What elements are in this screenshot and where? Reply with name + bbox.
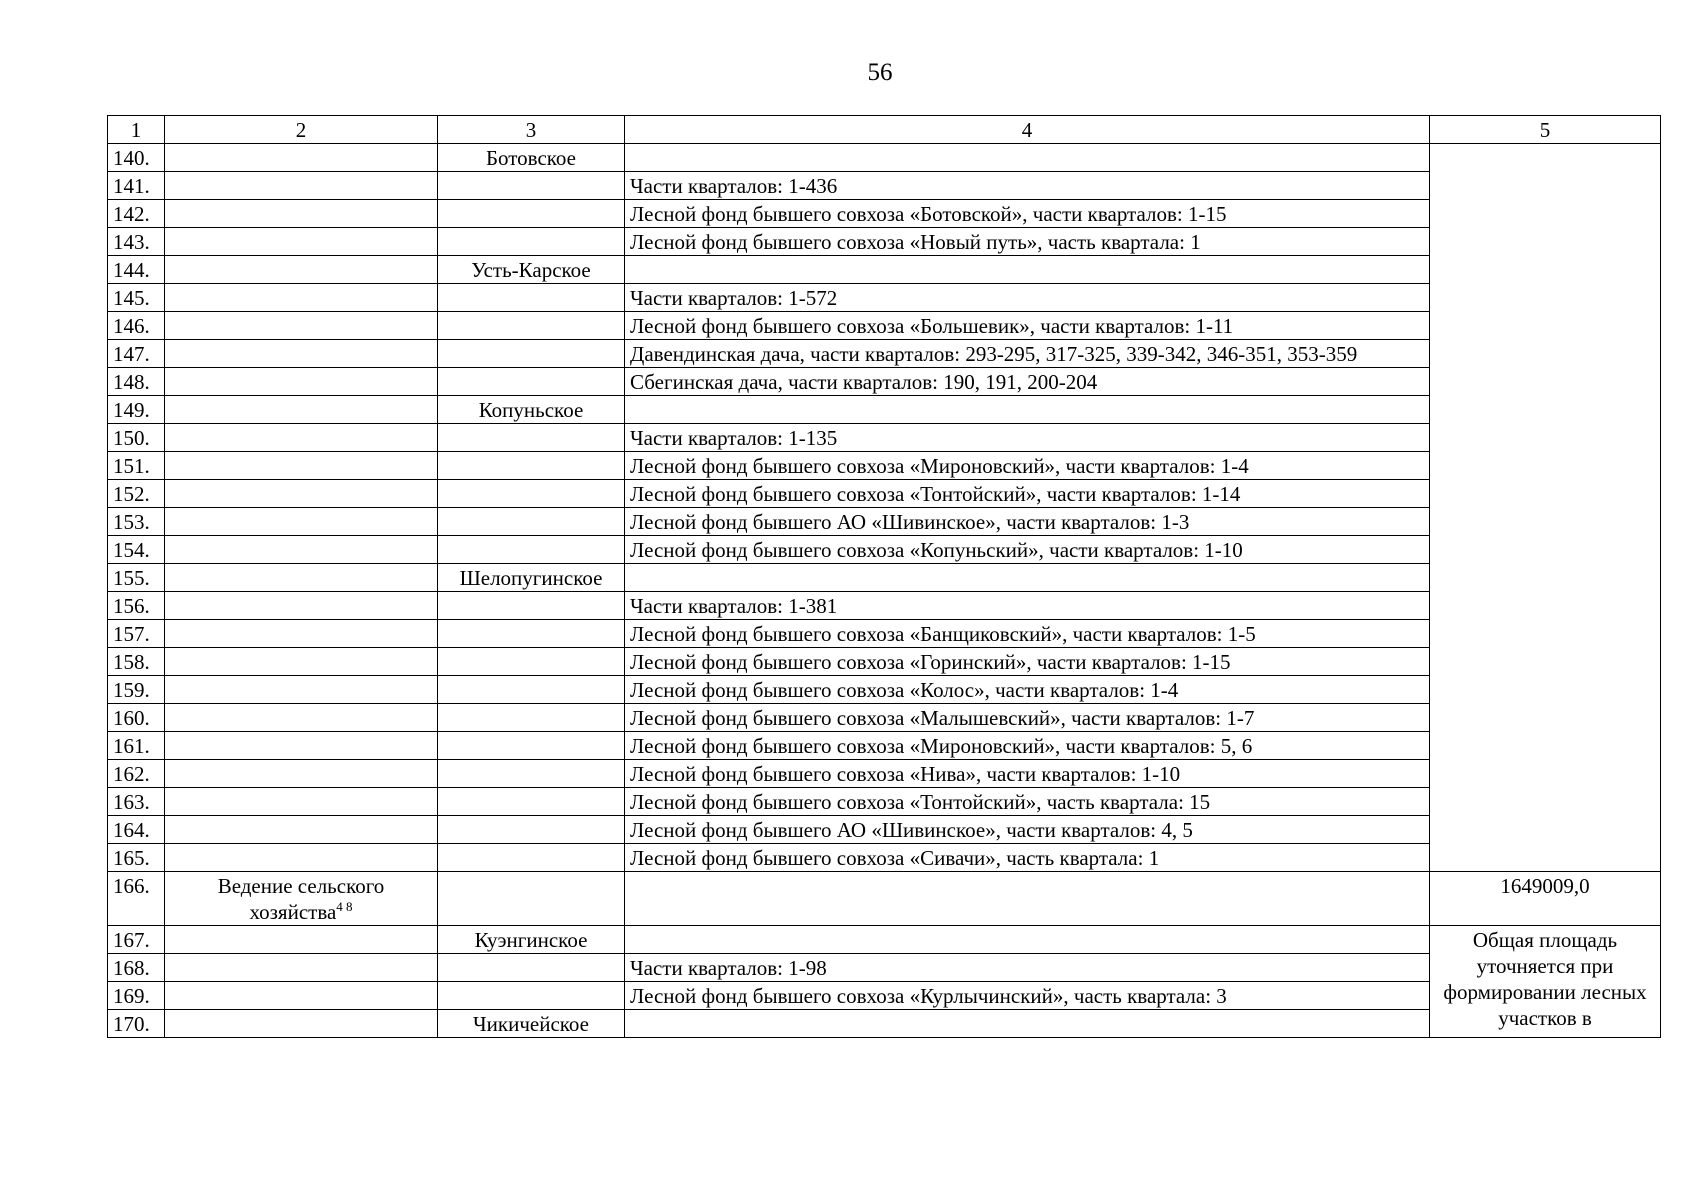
- settlement-cell: Куэнгинское: [438, 926, 625, 954]
- table-row: [108, 788, 1661, 816]
- quarters-cell: Лесной фонд бывшего совхоза «Малышевский», части кварталов: 1-7: [625, 704, 1430, 732]
- purpose-cell: [165, 508, 438, 536]
- quarters-cell: Части кварталов: 1-98: [625, 954, 1430, 982]
- row-number: 168.: [108, 954, 165, 982]
- quarters-cell: Лесной фонд бывшего совхоза «Курлычинский», часть квартала: 3: [625, 982, 1430, 1010]
- settlement-cell: [438, 816, 625, 844]
- purpose-cell: [165, 704, 438, 732]
- quarters-cell: Давендинская дача, части кварталов: 293-295, 317-325, 339-342, 346-351, 353-359: [625, 340, 1430, 368]
- settlement-cell: [438, 508, 625, 536]
- purpose-cell: [165, 816, 438, 844]
- settlement-cell: [438, 284, 625, 312]
- quarters-cell: [625, 396, 1430, 424]
- purpose-cell: [165, 592, 438, 620]
- quarters-cell: Лесной фонд бывшего совхоза «Большевик», части кварталов: 1-11: [625, 312, 1430, 340]
- row-number: 140.: [108, 144, 165, 172]
- settlement-cell: [438, 592, 625, 620]
- table-row: [108, 452, 1661, 480]
- purpose-cell: [165, 1010, 438, 1038]
- quarters-cell: Части кварталов: 1-436: [625, 172, 1430, 200]
- purpose-cell: [165, 564, 438, 592]
- purpose-cell: [165, 676, 438, 704]
- quarters-cell: Лесной фонд бывшего совхоза «Нива», части кварталов: 1-10: [625, 760, 1430, 788]
- table-row: [108, 592, 1661, 620]
- table-row: [108, 172, 1661, 200]
- table-header-row: [108, 116, 1661, 144]
- area-value-cell: 1649009,0: [1430, 872, 1661, 926]
- settlement-cell: [438, 760, 625, 788]
- quarters-cell: Лесной фонд бывшего совхоза «Мироновский», части кварталов: 5, 6: [625, 732, 1430, 760]
- table-row: [108, 676, 1661, 704]
- table-row: [108, 368, 1661, 396]
- quarters-cell: Части кварталов: 1-572: [625, 284, 1430, 312]
- row-number: 156.: [108, 592, 165, 620]
- settlement-cell: Шелопугинское: [438, 564, 625, 592]
- purpose-cell: [165, 954, 438, 982]
- table-row: [108, 1010, 1661, 1038]
- quarters-cell: Лесной фонд бывшего совхоза «Копуньский», части кварталов: 1-10: [625, 536, 1430, 564]
- row-number: 160.: [108, 704, 165, 732]
- purpose-cell: [165, 312, 438, 340]
- forest-land-table: [107, 115, 1661, 1038]
- area-note-cell: Общая площадь уточняется при формировании лесных участков в: [1430, 926, 1661, 1038]
- table-row: [108, 144, 1661, 172]
- purpose-cell: [165, 368, 438, 396]
- quarters-cell: Лесной фонд бывшего совхоза «Тонтойский», части кварталов: 1-14: [625, 480, 1430, 508]
- row-number: 150.: [108, 424, 165, 452]
- settlement-cell: [438, 200, 625, 228]
- settlement-cell: [438, 424, 625, 452]
- settlement-cell: Копуньское: [438, 396, 625, 424]
- table-row: [108, 926, 1661, 954]
- settlement-cell: [438, 872, 625, 926]
- row-number: 152.: [108, 480, 165, 508]
- purpose-cell: [165, 536, 438, 564]
- table-row: [108, 704, 1661, 732]
- quarters-cell: Лесной фонд бывшего АО «Шивинское», части кварталов: 1-3: [625, 508, 1430, 536]
- quarters-cell: [625, 1010, 1430, 1038]
- row-number: 153.: [108, 508, 165, 536]
- row-number: 155.: [108, 564, 165, 592]
- page-number: 56: [867, 59, 893, 86]
- table-row: [108, 844, 1661, 872]
- area-cell: [1430, 144, 1661, 872]
- quarters-cell: [625, 144, 1430, 172]
- purpose-cell: [165, 648, 438, 676]
- purpose-cell: [165, 172, 438, 200]
- row-number: 143.: [108, 228, 165, 256]
- table-row: [108, 228, 1661, 256]
- table-row: [108, 480, 1661, 508]
- table-row-agriculture: [108, 872, 1661, 926]
- table-row: [108, 284, 1661, 312]
- row-number: 149.: [108, 396, 165, 424]
- row-number: 164.: [108, 816, 165, 844]
- quarters-cell: Лесной фонд бывшего совхоза «Ботовской», части кварталов: 1-15: [625, 200, 1430, 228]
- settlement-cell: [438, 228, 625, 256]
- quarters-cell: Части кварталов: 1-135: [625, 424, 1430, 452]
- row-number: 147.: [108, 340, 165, 368]
- row-number: 146.: [108, 312, 165, 340]
- table-row: [108, 424, 1661, 452]
- settlement-cell: [438, 312, 625, 340]
- quarters-cell: Лесной фонд бывшего совхоза «Колос», части кварталов: 1-4: [625, 676, 1430, 704]
- row-number: 163.: [108, 788, 165, 816]
- quarters-cell: Части кварталов: 1-381: [625, 592, 1430, 620]
- settlement-cell: [438, 620, 625, 648]
- row-number: 159.: [108, 676, 165, 704]
- settlement-cell: [438, 340, 625, 368]
- quarters-cell: Сбегинская дача, части кварталов: 190, 191, 200-204: [625, 368, 1430, 396]
- purpose-cell: [165, 452, 438, 480]
- settlement-cell: [438, 536, 625, 564]
- table-row: [108, 256, 1661, 284]
- purpose-cell: [165, 844, 438, 872]
- table-row: [108, 564, 1661, 592]
- settlement-cell: [438, 954, 625, 982]
- settlement-cell: [438, 844, 625, 872]
- purpose-cell: [165, 228, 438, 256]
- purpose-cell: [165, 760, 438, 788]
- purpose-cell: [165, 480, 438, 508]
- row-number: 166.: [108, 872, 165, 926]
- purpose-cell: [165, 200, 438, 228]
- settlement-cell: [438, 368, 625, 396]
- quarters-cell: Лесной фонд бывшего совхоза «Мироновский», части кварталов: 1-4: [625, 452, 1430, 480]
- header-cell-4: 4: [625, 116, 1430, 144]
- quarters-cell: [625, 256, 1430, 284]
- settlement-cell: Ботовское: [438, 144, 625, 172]
- table-row: [108, 396, 1661, 424]
- row-number: 157.: [108, 620, 165, 648]
- table-row: [108, 200, 1661, 228]
- quarters-cell: Лесной фонд бывшего совхоза «Горинский», части кварталов: 1-15: [625, 648, 1430, 676]
- settlement-cell: [438, 452, 625, 480]
- row-number: 151.: [108, 452, 165, 480]
- row-number: 165.: [108, 844, 165, 872]
- table-row: [108, 620, 1661, 648]
- purpose-cell: [165, 982, 438, 1010]
- row-number: 154.: [108, 536, 165, 564]
- table-row: [108, 816, 1661, 844]
- quarters-cell: Лесной фонд бывшего совхоза «Новый путь», часть квартала: 1: [625, 228, 1430, 256]
- row-number: 145.: [108, 284, 165, 312]
- quarters-cell: Лесной фонд бывшего совхоза «Сивачи», часть квартала: 1: [625, 844, 1430, 872]
- table-row: [108, 340, 1661, 368]
- purpose-cell: [165, 424, 438, 452]
- table-row: [108, 732, 1661, 760]
- row-number: 169.: [108, 982, 165, 1010]
- quarters-cell: Лесной фонд бывшего совхоза «Банщиковский», части кварталов: 1-5: [625, 620, 1430, 648]
- settlement-cell: Усть-Карское: [438, 256, 625, 284]
- table-row: [108, 648, 1661, 676]
- table-row: [108, 312, 1661, 340]
- row-number: 142.: [108, 200, 165, 228]
- row-number: 162.: [108, 760, 165, 788]
- purpose-cell: [165, 340, 438, 368]
- purpose-cell: [165, 926, 438, 954]
- header-cell-1: 1: [108, 116, 165, 144]
- settlement-cell: [438, 788, 625, 816]
- settlement-cell: Чикичейское: [438, 1010, 625, 1038]
- settlement-cell: [438, 704, 625, 732]
- purpose-text: Ведение сельского хозяйства: [217, 874, 385, 924]
- quarters-cell: [625, 926, 1430, 954]
- purpose-cell: [165, 620, 438, 648]
- settlement-cell: [438, 480, 625, 508]
- row-number: 144.: [108, 256, 165, 284]
- purpose-cell: [165, 788, 438, 816]
- quarters-cell: Лесной фонд бывшего совхоза «Тонтойский», часть квартала: 15: [625, 788, 1430, 816]
- purpose-cell: [165, 144, 438, 172]
- table-row: [108, 536, 1661, 564]
- settlement-cell: [438, 982, 625, 1010]
- table-row: [108, 954, 1661, 982]
- purpose-cell: [165, 284, 438, 312]
- quarters-cell: [625, 872, 1430, 926]
- table-row: [108, 760, 1661, 788]
- row-number: 141.: [108, 172, 165, 200]
- settlement-cell: [438, 172, 625, 200]
- footnote-reference: 4 8: [336, 899, 353, 914]
- table-row: [108, 982, 1661, 1010]
- row-number: 170.: [108, 1010, 165, 1038]
- settlement-cell: [438, 648, 625, 676]
- purpose-cell: [165, 732, 438, 760]
- header-cell-3: 3: [438, 116, 625, 144]
- settlement-cell: [438, 676, 625, 704]
- table-row: [108, 508, 1661, 536]
- row-number: 158.: [108, 648, 165, 676]
- settlement-cell: [438, 732, 625, 760]
- quarters-cell: Лесной фонд бывшего АО «Шивинское», части кварталов: 4, 5: [625, 816, 1430, 844]
- purpose-cell: [165, 396, 438, 424]
- row-number: 161.: [108, 732, 165, 760]
- row-number: 148.: [108, 368, 165, 396]
- purpose-cell: [165, 256, 438, 284]
- row-number: 167.: [108, 926, 165, 954]
- quarters-cell: [625, 564, 1430, 592]
- header-cell-2: 2: [165, 116, 438, 144]
- purpose-cell: [165, 872, 438, 926]
- header-cell-5: 5: [1430, 116, 1661, 144]
